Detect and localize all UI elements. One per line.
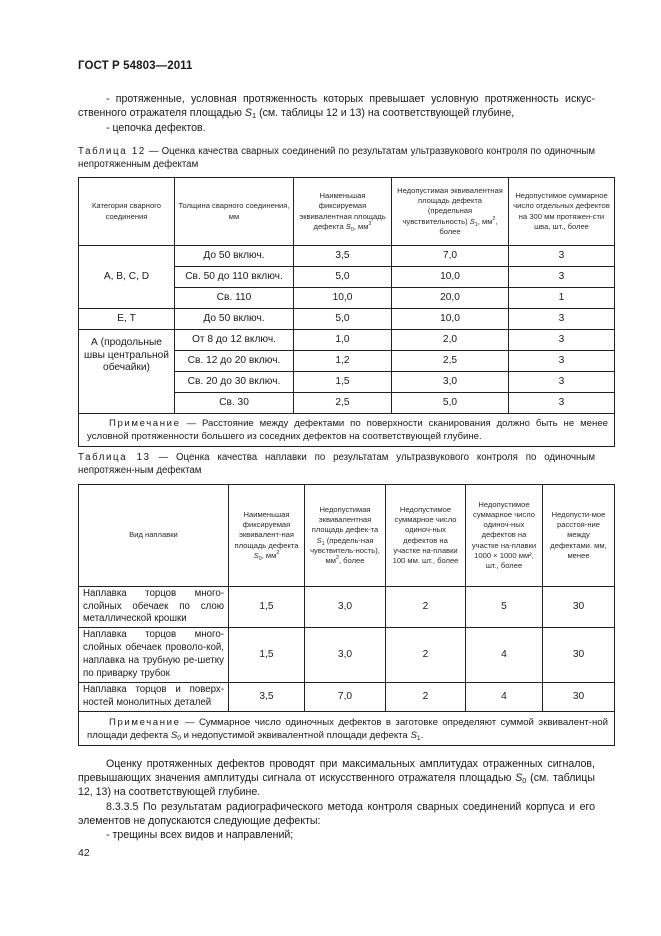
table12-min: 1,5 [294, 372, 392, 393]
table12-header-category: Категория сварного соединения [79, 178, 175, 246]
table13-count-1000: 4 [466, 683, 543, 712]
table12 [78, 177, 615, 447]
table13-note: Примечание — Суммарное число одиночных дефектов в заготовке определяют суммой эквивалент-ной площади дефекта $S_0$ и недопустимой эквивалентной площади дефекта $S_1$. [79, 712, 615, 746]
table12-header-row [79, 178, 615, 246]
table13-caption: Таблица 13 — Оценка качества наплавки по результатам ультразвукового контроля по одиночным непротяжен-ным дефектам [78, 452, 595, 476]
table13-distance: 30 [543, 628, 615, 683]
table12-min: 10,0 [294, 288, 392, 309]
table13-kind: Наплавка торцов много-слойных обечаек проволо-кой, наплавка на трубную ре-шетку по приварку трубок [79, 628, 229, 683]
table13-count-1000: 5 [466, 587, 543, 628]
table12-thickness: До 50 включ. [175, 246, 294, 267]
table13-header-distance: Недопусти-мое расстоя-ние между дефектами. мм, менее [543, 485, 615, 587]
table13-count-100: 2 [386, 587, 466, 628]
table12-note-row [79, 414, 615, 447]
table-row [79, 309, 615, 330]
table13-kind: Наплавка торцов и поверх-ностей монолитных деталей [79, 683, 229, 712]
table12-thickness: Св. 20 до 30 включ. [175, 372, 294, 393]
table12-count: 1 [509, 288, 615, 309]
table13-header-count-1000: Недопустимое суммарное число одиноч-ных дефектов на участке на-плавки 1000 × 1000 мм², шт., более [466, 485, 543, 587]
table13-max: 3,0 [305, 628, 386, 683]
table12-min: 3,5 [294, 246, 392, 267]
table-row [79, 683, 615, 712]
table12-max: 10,0 [392, 267, 509, 288]
table12-max: 5,0 [392, 393, 509, 414]
table13-min: 1,5 [229, 628, 305, 683]
table12-header-max-area: Недопустимая эквивалентная площадь дефекта (предельная чувствительность) $S_1$, $мм^2$, более [392, 178, 509, 246]
table12-min: 5,0 [294, 309, 392, 330]
page-number: 42 [78, 847, 90, 859]
table13-header-count-100: Недопустимое суммарное число одиноч-ных дефектов на участке на-плавки 100 мм. шт., более [386, 485, 466, 587]
intro-list-item: - цепочка дефектов. [106, 122, 206, 134]
table12-min: 2,5 [294, 393, 392, 414]
table12-max: 20,0 [392, 288, 509, 309]
table-row [79, 587, 615, 628]
table12-thickness: Св. 12 до 20 включ. [175, 351, 294, 372]
table12-header-thickness: Толщина сварного соединения, мм [175, 178, 294, 246]
table12-min: 5,0 [294, 267, 392, 288]
table13-note-row [79, 712, 615, 746]
outro-paragraph-1: Оценку протяженных дефектов проводят при максимальных амплитудах отраженных сигналов, превышающих значения амплитуды сигнала от искусственного отражателя площадью $S_0$ (см. таблицы 12, 13) на соответствующей глубине. [78, 758, 595, 799]
table12-max: 7,0 [392, 246, 509, 267]
table13-kind: Наплавка торцов много-слойных обечаек по слою металлической крошки [79, 587, 229, 628]
table12-thickness: От 8 до 12 включ. [175, 330, 294, 351]
table-row [79, 246, 615, 267]
table12-max: 2,5 [392, 351, 509, 372]
table12-max: 3,0 [392, 372, 509, 393]
table13-min: 3,5 [229, 683, 305, 712]
table12-group-cell: А (продольные швы центральной обечайки) [79, 330, 175, 414]
table12-group-cell: Е, Т [79, 309, 175, 330]
table12-min: 1,0 [294, 330, 392, 351]
outro-paragraph-2: 8.3.3.5 По результатам радиографического метода контроля сварных соединений корпуса и его элементов не допускаются следующие дефекты: [78, 801, 595, 828]
table12-header-min-area: Наименьшая фиксируемая эквивалентная площадь дефекта $S_0$, $мм^2$ [294, 178, 392, 246]
table13-count-100: 2 [386, 683, 466, 712]
table13 [78, 484, 615, 746]
table12-caption: Таблица 12 — Оценка качества сварных соединений по результатам ультразвукового контроля по одиночным непротяженным дефектам [78, 146, 595, 170]
intro-paragraph: - протяженные, условная протяженность которых превышает условную протяженность искус-ственного отражателя площадью $S_1$ (см. таблицы 12 и 13) на соответствующей глубине, [78, 93, 595, 121]
table12-max: 10,0 [392, 309, 509, 330]
page-header: ГОСТ Р 54803—2011 [78, 60, 193, 72]
table12-thickness: Св. 50 до 110 включ. [175, 267, 294, 288]
table12-thickness: Св. 110 [175, 288, 294, 309]
table13-max: 7,0 [305, 683, 386, 712]
table12-note: Примечание — Расстояние между дефектами по поверхности сканирования должно быть не менее условной протяженности большего из соседних дефектов на соответствующей глубине. [79, 414, 615, 447]
outro-list-item: - трещины всех видов и направлений; [106, 829, 294, 841]
table12-header-count: Недопустимое суммарное число отдельных дефектов на 300 мм протяжен-сти шва, шт., более [509, 178, 615, 246]
table12-max: 2,0 [392, 330, 509, 351]
table12-count: 3 [509, 372, 615, 393]
table12-thickness: Св. 30 [175, 393, 294, 414]
table13-header-kind: Вид наплавки [79, 485, 229, 587]
table13-header-row [79, 485, 615, 587]
table13-min: 1,5 [229, 587, 305, 628]
table13-count-1000: 4 [466, 628, 543, 683]
table13-distance: 30 [543, 683, 615, 712]
table12-count: 3 [509, 267, 615, 288]
table12-count: 3 [509, 246, 615, 267]
table12-thickness: До 50 включ. [175, 309, 294, 330]
table13-header-min-area: Наименьшая фиксируемая эквивалент-ная площадь дефекта $S_0$, $мм^2$ [229, 485, 305, 587]
table12-group-cell: А, В, С, D [79, 246, 175, 309]
table12-count: 3 [509, 309, 615, 330]
table-row [79, 330, 615, 351]
table12-count: 3 [509, 393, 615, 414]
table12-min: 1,2 [294, 351, 392, 372]
table13-max: 3,0 [305, 587, 386, 628]
table-row [79, 628, 615, 683]
table12-count: 3 [509, 330, 615, 351]
table13-count-100: 2 [386, 628, 466, 683]
table13-distance: 30 [543, 587, 615, 628]
table12-count: 3 [509, 351, 615, 372]
table13-header-max-area: Недопустимая эквивалентная площадь дефек-та $S_1$ (предель-ная чувствитель-ность), $мм^2$, более [305, 485, 386, 587]
